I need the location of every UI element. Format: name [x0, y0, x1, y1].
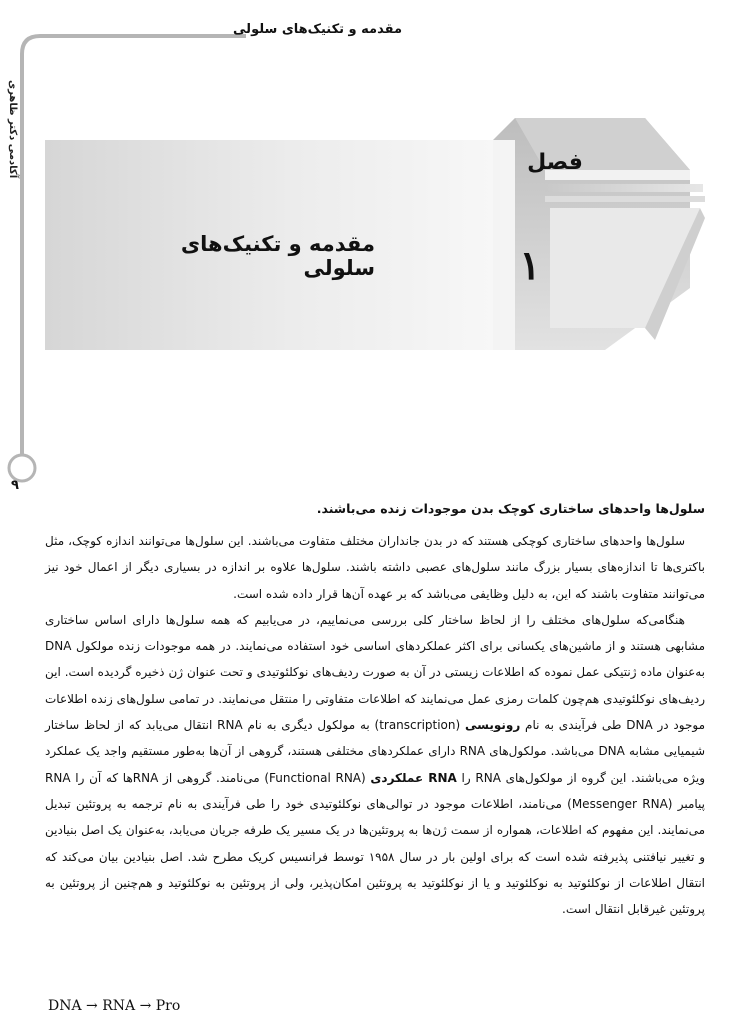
lead-sentence: سلول‌ها واحدهای ساختاری کوچک بدن موجودات زنده می‌باشند. [316, 501, 705, 516]
paragraph-2-part-b: (transcription) به مولکول دیگری به نام RNA انتقال می‌یابد که از لحاظ ساختار شیمیایی مشابه DNA می‌باشد. مولکول‌های RNA دارای عملکردهای مختلفی هستند، گروهی از آن‌ها به‌طور مستقیم واجد یک عملکرد ویژه می‌باشند. این گروه از مولکول‌های RNA را [45, 718, 706, 785]
paragraph-2 [45, 607, 705, 923]
term-functional-rna: RNA عملکردی [370, 770, 457, 785]
running-header-title: مقدمه و تکنیک‌های سلولی [233, 22, 402, 37]
side-brand-label: آکادمی دکتر ظاهری [7, 79, 18, 178]
chapter-title: مقدمه و تکنیک‌های سلولی [180, 232, 375, 280]
chapter-number: ۱ [519, 242, 541, 289]
page-number: ۹ [11, 478, 19, 493]
body-text [45, 500, 705, 922]
term-transcription: رونویسی [464, 718, 521, 733]
paragraph-2-part-c: (Functional RNA) می‌نامند. گروهی از RNAها که آن را RNA پیامبر (Messenger RNA) می‌نامند، اطلاعات موجود در توالی‌های نوکلئوتیدی خود را طی فرآیندی به نام ترجمه به پروتئین تبدیل می‌نمایند. این مفهوم که اطلاعات، همواره از سمت ژن‌ها به پروتئین‌ها در یک مسیر یک طرفه جریان می‌یابد، به‌عنوان یک اصل بنیادین و تغییر نیافتنی پذیرفته شده است که برای اولین بار در سال ۱۹۵۸ توسط فرانسیس کریک مطرح شد. اصل بنیادین بیان می‌کند که انتقال اطلاعات از نوکلئوتید به نوکلئوتید و یا از نوکلئوتید به پروتئین امکان‌پذیر، ولی از پروتئین به نوکلئوتید و هم‌چنین از پروتئین به پروتئین غیرقابل انتقال است. [45, 770, 706, 917]
chapter-label: فصل [527, 150, 583, 175]
paragraph-1: سلول‌ها واحدهای ساختاری کوچکی هستند که در بدن جانداران مختلف متفاوت می‌باشند. این سلول‌ها می‌توانند اندازه کوچک، مثل باکتری‌ها تا اندازه‌های بسیار بزرگ مانند سلول‌های عصبی داشته باشند. سلول‌ها علاوه بر اندازه در بسیاری دیگر از اعمال خود نیز می‌توانند متفاوت باشند که این، به دلیل وظایفی می‌باشد که بر عهده آن‌ها قرار داده شده است. [45, 534, 705, 601]
central-dogma-formula: DNA → RNA → Pro [48, 998, 181, 1014]
paragraph-2-part-a: هنگامی‌که سلول‌های مختلف را از لحاظ ساختار کلی بررسی می‌نماییم، در می‌یابیم که همه سلول‌ها دارای اساس ساختاری مشابهی هستند و از ماشین‌های یکسانی برای اکثر عملکردهای اساسی خود استفاده می‌نمایند. در همه موجودات زنده مولکول DNA به‌عنوان ماده ژنتیکی عمل نموده که اطلاعات زیستی در آن به صورت ردیف‌های نوکلئوتیدی و تحت عنوان ژن ذخیره گردیده است. این ردیف‌های نوکلئوتیدی هم‌چون کلمات رمزی عمل می‌نمایند که اطلاعات متفاوتی را منتقل می‌نمایند. در تمامی سلول‌های زنده اطلاعات موجود در DNA طی فرآیندی به نام [45, 612, 705, 733]
